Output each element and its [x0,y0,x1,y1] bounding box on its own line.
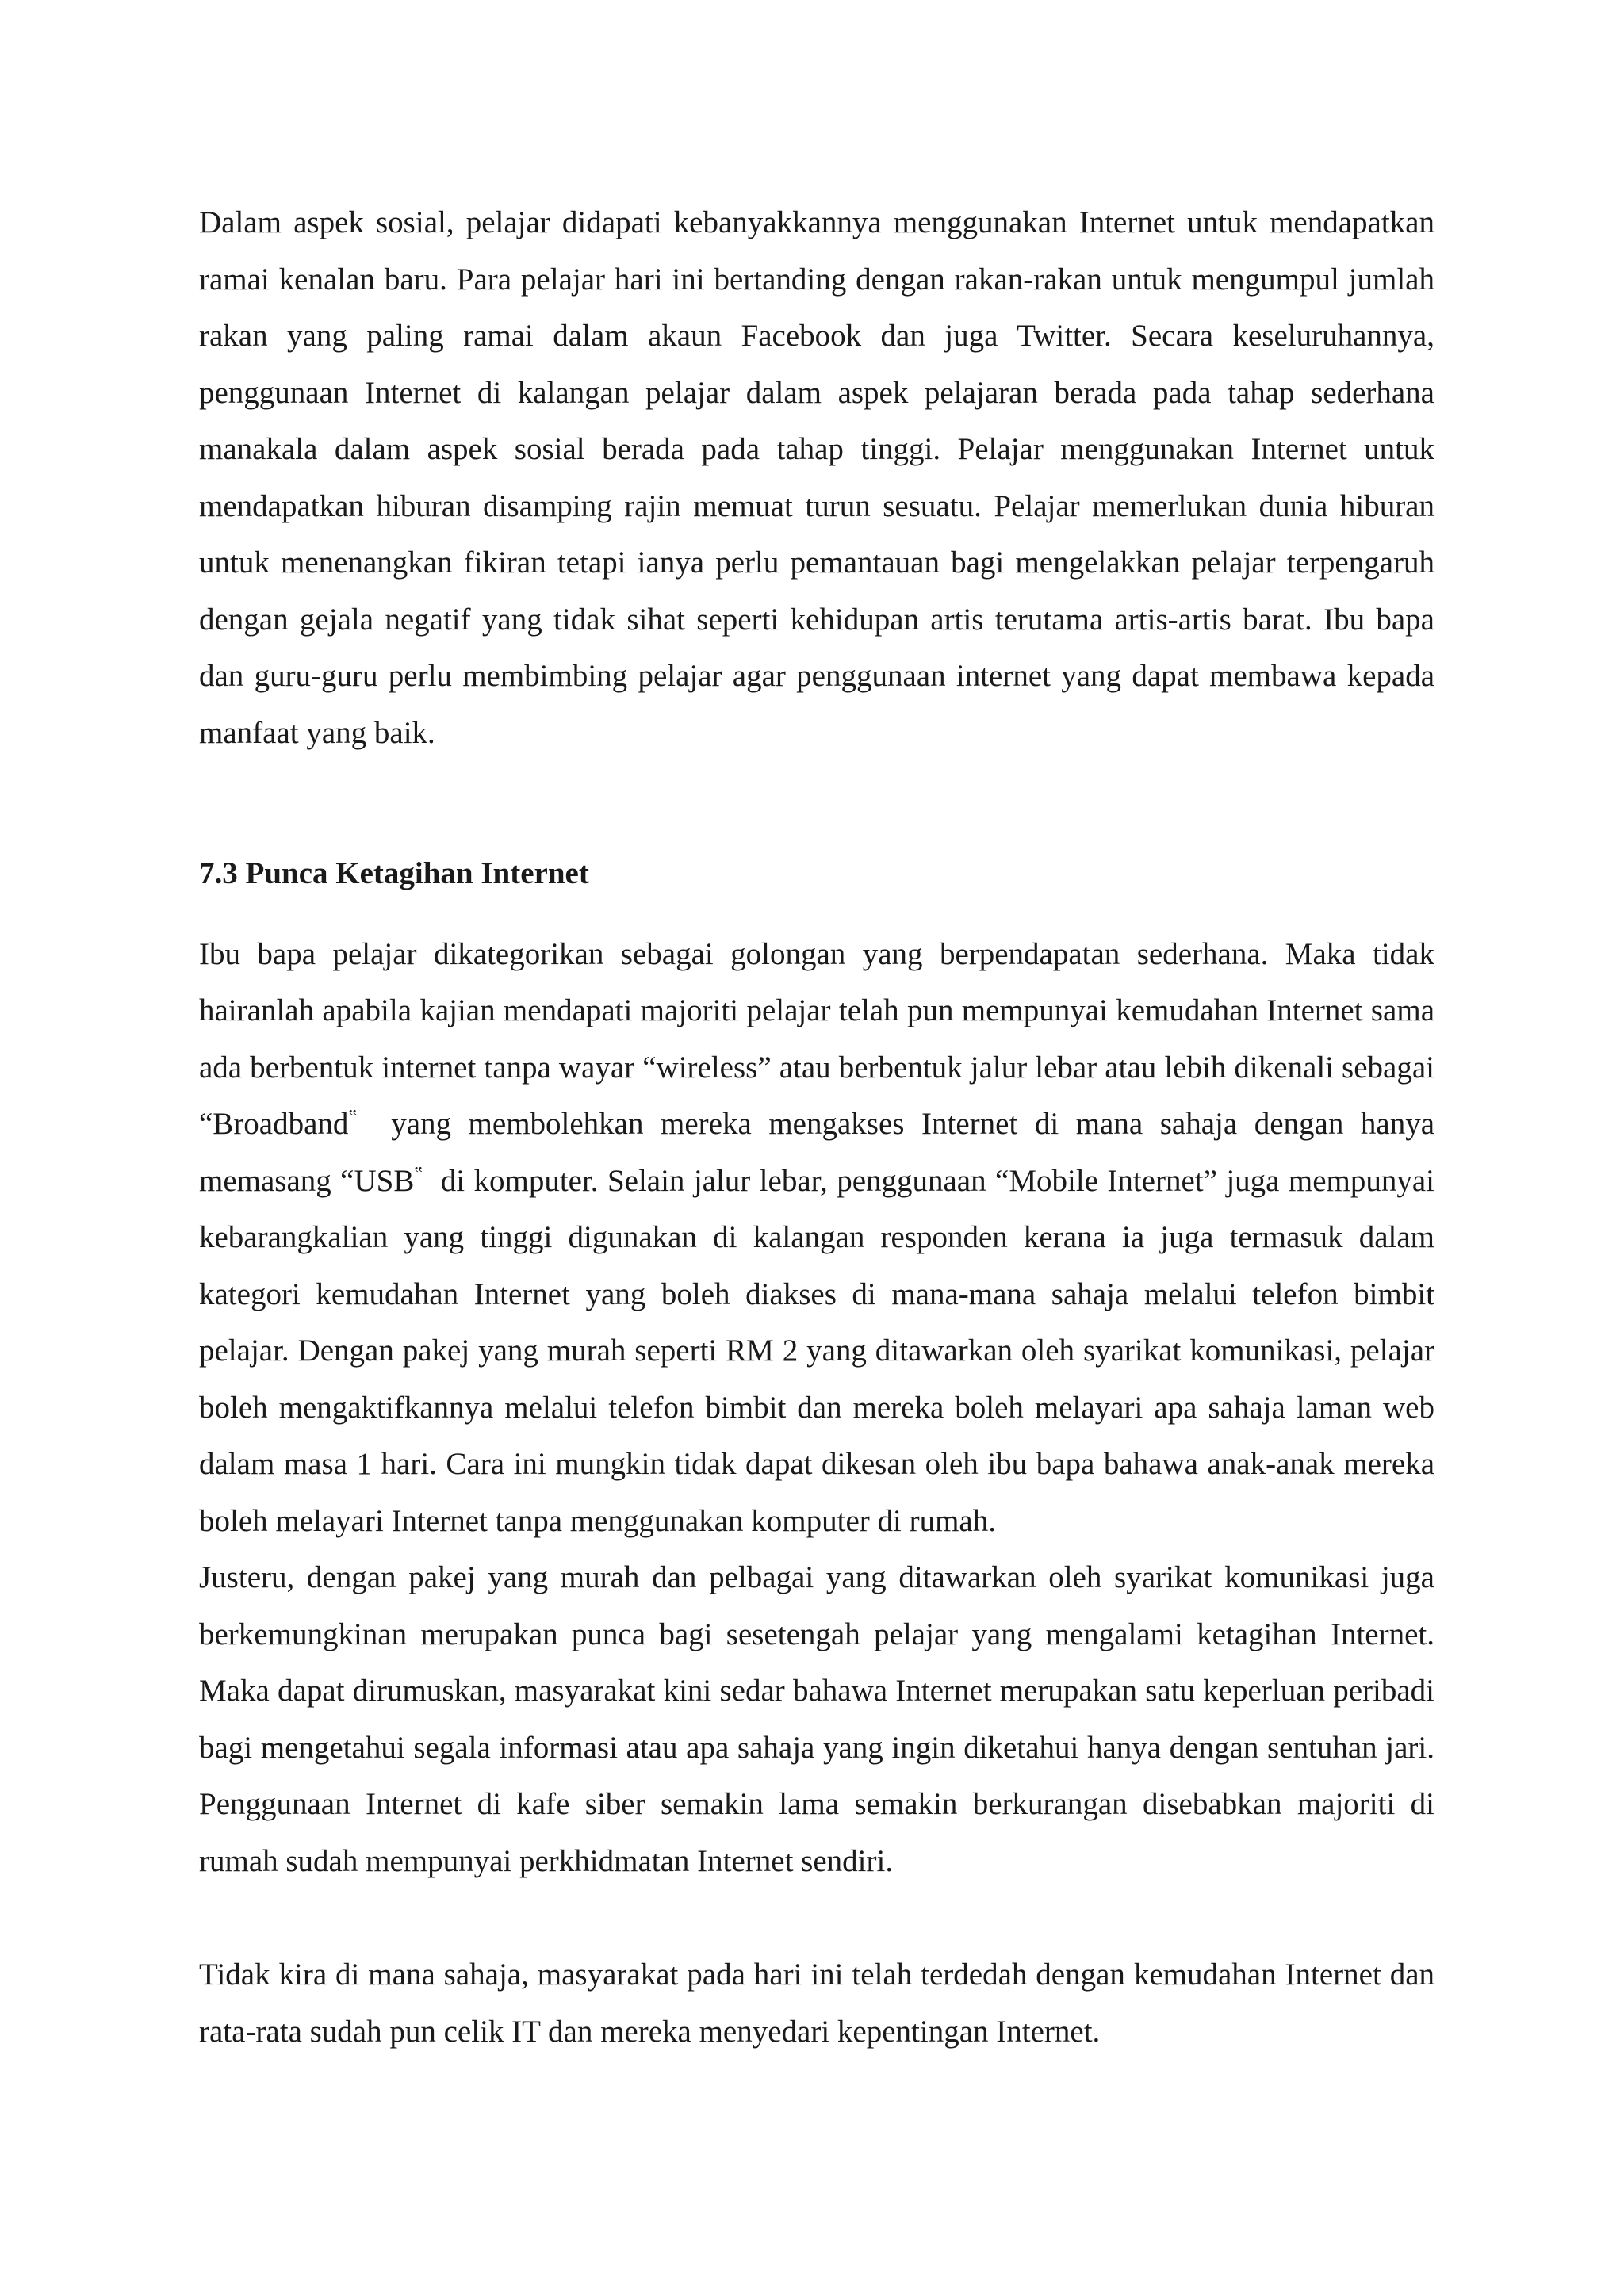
paragraph-internet-access-part-b: yang membolehkan mereka mengakses Internet di mana sahaja dengan hanya memasang “USB [199,1107,1442,1198]
paragraph-conclusion: Tidak kira di mana sahaja, masyarakat pada hari ini telah terdedah dengan kemudahan Internet dan rata-rata sudah pun celik IT dan mereka menyedari kepentingan Internet. [199,1957,1434,2049]
paragraph-addiction-cause: Justeru, dengan pakej yang murah dan pelbagai yang ditawarkan oleh syarikat komunikasi juga berkemungkinan merupakan punca bagi sesetengah pelajar yang mengalami ketagihan Internet. Maka dapat dirumuskan, masyarakat kini sedar bahawa Internet merupakan satu keperluan peribadi bagi mengetahui segala informasi atau apa sahaja yang ingin diketahui hanya dengan sentuhan jari. Penggunaan Internet di kafe siber semakin lama semakin berkurangan disebabkan majoriti di rumah sudah mempunyai perkhidmatan Internet sendiri. [199,1560,1434,1878]
quote-mark: ‟ [414,1163,423,1184]
paragraph-internet-access [199,926,1442,1550]
quote-mark: ‟ [348,1107,358,1127]
paragraph-internet-access-part-c: di komputer. Selain jalur lebar, penggunaan “Mobile Internet” juga mempunyai kebarangkalian yang tinggi digunakan di kalangan responden kerana ia juga termasuk dalam kategori kemudahan Internet yang boleh diakses di mana-mana sahaja melalui telefon bimbit pelajar. Dengan pakej yang murah seperti RM 2 yang ditawarkan oleh syarikat komunikasi, pelajar boleh mengaktifkannya melalui telefon bimbit dan mereka boleh melayari apa sahaja laman web dalam masa 1 hari. Cara ini mungkin tidak dapat dikesan oleh ibu bapa bahawa anak-anak mereka boleh melayari Internet tanpa menggunakan komputer di rumah. [199,1163,1442,1538]
paragraph-internet-access-part-a: Ibu bapa pelajar dikategorikan sebagai golongan yang berpendapatan sederhana. Maka tidak hairanlah apabila kajian mendapati majoriti pelajar telah pun mempunyai kemudahan Internet sama ada berbentuk internet tanpa wayar “wireless” atau berbentuk jalur lebar atau lebih dikenali sebagai “Broadband [199,936,1434,1141]
paragraph-social-aspect: Dalam aspek sosial, pelajar didapati kebanyakkannya menggunakan Internet untuk mendapatkan ramai kenalan baru. Para pelajar hari ini bertanding dengan rakan-rakan untuk mengumpul jumlah rakan yang paling ramai dalam akaun Facebook dan juga Twitter. Secara keseluruhannya, penggunaan Internet di kalangan pelajar dalam aspek pelajaran berada pada tahap sederhana manakala dalam aspek sosial berada pada tahap tinggi. Pelajar menggunakan Internet untuk mendapatkan hiburan disamping rajin memuat turun sesuatu. Pelajar memerlukan dunia hiburan untuk menenangkan fikiran tetapi ianya perlu pemantauan bagi mengelakkan pelajar terpengaruh dengan gejala negatif yang tidak sihat seperti kehidupan artis terutama artis-artis barat. Ibu bapa dan guru-guru perlu membimbing pelajar agar penggunaan internet yang dapat membawa kepada manfaat yang baik. [199,205,1434,750]
document-page [199,194,1442,2060]
section-heading: 7.3 Punca Ketagihan Internet [199,856,589,890]
